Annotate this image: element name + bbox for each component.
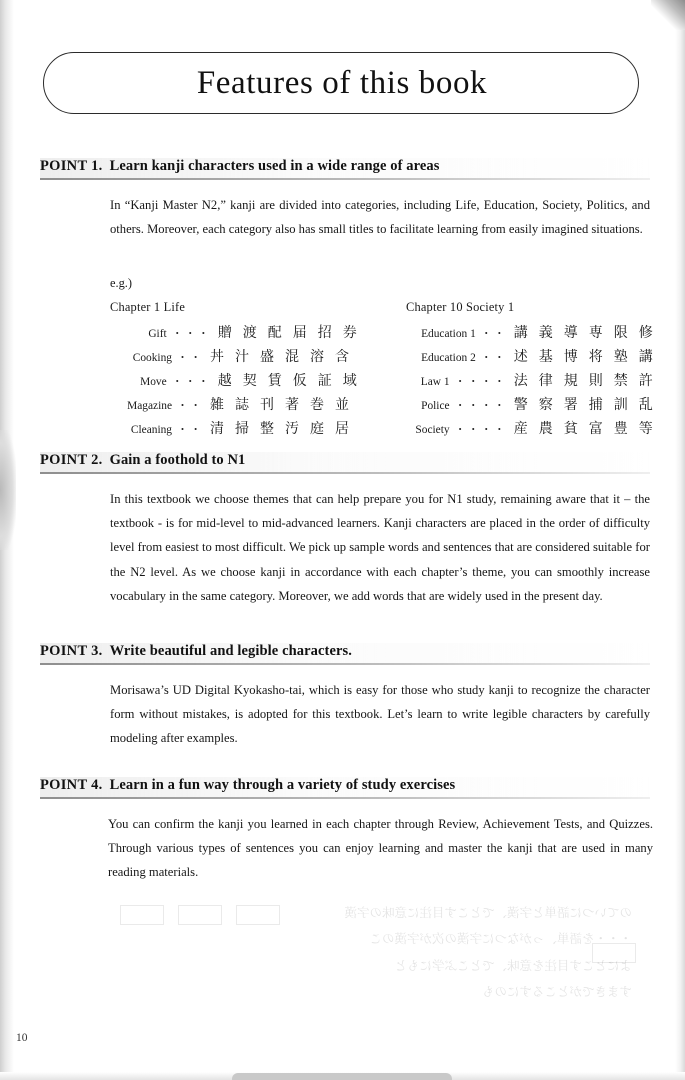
example-row <box>406 322 654 346</box>
example-category: Police <box>421 400 450 412</box>
kanji-char: 述 <box>513 350 529 365</box>
bleed-box <box>178 905 222 925</box>
kanji-char: 著 <box>284 398 300 413</box>
example-kanji-group <box>513 394 654 414</box>
kanji-char: 貧 <box>563 422 579 437</box>
kanji-char: 居 <box>334 422 350 437</box>
point-1-heading <box>40 158 650 180</box>
example-row <box>110 418 358 442</box>
point-1-body: In “Kanji Master N2,” kanji are divided into categories, including Life, Education, Society, Politics, and others. Moreover, each category also has small titles to facilitate learning from easily imagined situations. <box>110 198 650 237</box>
example-category: Move <box>140 376 167 388</box>
kanji-char: 渡 <box>242 326 258 341</box>
example-dots: ・・・ <box>171 376 211 388</box>
example-dots: ・・・・ <box>454 400 507 412</box>
kanji-char: 豊 <box>613 422 629 437</box>
kanji-char: 導 <box>563 326 579 341</box>
kanji-char: 許 <box>638 374 654 389</box>
kanji-char: 規 <box>563 374 579 389</box>
bleed-box <box>592 943 636 963</box>
point-2-body: In this textbook we choose themes that can help prepare you for N1 study, remaining aware that it – the textbook - is for mid-level to mid-advanced learners. Kanji characters are placed in the order of difficulty level from easiest to most difficult. We pick up sample words and sentences that are considered suitable for the N2 level. As we choose kanji in accordance with each chapter’s theme, you can smoothly increase vocabulary in the same category. Moreover, we add words that are widely used in the present day. <box>110 492 650 603</box>
page-title: Features of this book <box>196 65 488 101</box>
bleed-box <box>120 905 164 925</box>
bleed-box <box>236 905 280 925</box>
point-1-title: Learn kanji characters used in a wide range of areas <box>109 158 440 174</box>
kanji-char: 講 <box>513 326 529 341</box>
kanji-char: 域 <box>342 374 358 389</box>
example-row <box>406 370 654 394</box>
kanji-char: 契 <box>242 374 258 389</box>
kanji-char: 則 <box>588 374 604 389</box>
example-row <box>110 370 358 394</box>
example-dots: ・・ <box>177 352 204 364</box>
kanji-char: 配 <box>267 326 283 341</box>
kanji-char: 盛 <box>259 350 275 365</box>
kanji-char: 農 <box>538 422 554 437</box>
point-4-number: POINT 4. <box>40 777 103 793</box>
point-3-body: Morisawa’s UD Digital Kyokasho-tai, which is easy for those who study kanji to recognize the character form without mistakes, is adopted for this textbook. Let’s learn to write legible characters by carefully modeling after examples. <box>110 683 650 746</box>
kanji-char: 講 <box>638 350 654 365</box>
example-kanji-group <box>513 346 654 366</box>
point-3-heading <box>40 643 650 665</box>
example-category: Education 2 <box>421 352 476 364</box>
kanji-char: 刊 <box>259 398 275 413</box>
point-4-title: Learn in a fun way through a variety of study exercises <box>109 777 456 793</box>
example-column-1-heading: Chapter 1 Life <box>110 300 186 314</box>
example-row <box>110 394 358 418</box>
example-dots: ・・・・ <box>454 424 507 436</box>
kanji-char: 届 <box>292 326 308 341</box>
example-category: Magazine <box>127 400 172 412</box>
example-kanji-group <box>217 370 358 390</box>
kanji-char: 基 <box>538 350 554 365</box>
kanji-char: 仮 <box>292 374 308 389</box>
example-dots: ・・ <box>480 352 507 364</box>
example-kanji-group <box>217 322 358 342</box>
kanji-char: 専 <box>588 326 604 341</box>
kanji-char: 整 <box>259 422 275 437</box>
point-3-title: Write beautiful and legible characters. <box>109 643 353 659</box>
example-dots: ・・・・ <box>454 376 507 388</box>
point-4-body: You can confirm the kanji you learned in each chapter through Review, Achievement Tests, and Quizzes. Through various types of sentences you can enjoy learning and master the kanji that are used in many reading materials. <box>108 817 653 880</box>
kanji-char: 警 <box>513 398 529 413</box>
bleed-line: よにとこす目注を意味、でとこぶ学にもと <box>394 958 632 973</box>
kanji-char: 訓 <box>613 398 629 413</box>
kanji-char: 贈 <box>217 326 233 341</box>
example-category: Gift <box>148 328 167 340</box>
example-kanji-group <box>209 394 350 414</box>
kanji-char: 庭 <box>309 422 325 437</box>
example-row <box>406 394 654 418</box>
example-category: Society <box>415 424 450 436</box>
page-number: 10 <box>16 1032 28 1044</box>
bleed-line: のていつに語単と字漢、でとこす目注に意味の字漢 <box>344 906 632 920</box>
example-category: Law 1 <box>420 376 450 388</box>
example-kanji-group <box>513 418 654 438</box>
kanji-char: 混 <box>284 350 300 365</box>
example-column-2-heading: Chapter 10 Society 1 <box>406 300 515 314</box>
example-row <box>110 322 358 346</box>
kanji-char: 清 <box>209 422 225 437</box>
kanji-char: 巻 <box>309 398 325 413</box>
kanji-char: 賃 <box>267 374 283 389</box>
kanji-char: 律 <box>538 374 554 389</box>
example-kanji-group <box>209 418 350 438</box>
kanji-char: 丼 <box>209 350 225 365</box>
kanji-char: 越 <box>217 374 233 389</box>
point-4-heading <box>40 777 650 799</box>
point-3-number: POINT 3. <box>40 643 103 659</box>
kanji-char: 招 <box>317 326 333 341</box>
kanji-char: 将 <box>588 350 604 365</box>
point-2-title: Gain a foothold to N1 <box>109 452 246 468</box>
point-2-number: POINT 2. <box>40 452 103 468</box>
point-4 <box>40 777 653 885</box>
kanji-char: 富 <box>588 422 604 437</box>
page-title-banner <box>43 52 639 114</box>
kanji-char: 雑 <box>209 398 225 413</box>
kanji-char: 法 <box>513 374 529 389</box>
point-3 <box>40 643 650 751</box>
kanji-char: 溶 <box>309 350 325 365</box>
point-2-heading <box>40 452 650 474</box>
example-column-2 <box>406 300 654 442</box>
example-kanji-group <box>513 322 654 342</box>
example-dots: ・・ <box>177 424 204 436</box>
example-category: Cooking <box>132 352 172 364</box>
kanji-char: 禁 <box>613 374 629 389</box>
bleed-line: すまきでがとこるすにのも <box>481 984 632 999</box>
example-row <box>406 346 654 370</box>
kanji-char: 汚 <box>284 422 300 437</box>
kanji-char: 産 <box>513 422 529 437</box>
point-2 <box>40 452 650 608</box>
kanji-char: 掃 <box>234 422 250 437</box>
kanji-char: 捕 <box>588 398 604 413</box>
kanji-char: 察 <box>538 398 554 413</box>
example-kanji-group <box>209 346 350 366</box>
kanji-char: 含 <box>334 350 350 365</box>
kanji-char: 塾 <box>613 350 629 365</box>
example-category: Cleaning <box>130 424 172 436</box>
example-category: Education 1 <box>421 328 476 340</box>
point-1-number: POINT 1. <box>40 158 103 174</box>
example-dots: ・・ <box>177 400 204 412</box>
example-row <box>406 418 654 442</box>
kanji-char: 証 <box>317 374 333 389</box>
kanji-char: 修 <box>638 326 654 341</box>
kanji-char: 博 <box>563 350 579 365</box>
example-block <box>110 276 655 442</box>
example-column-1 <box>110 300 358 442</box>
example-kanji-group <box>513 370 654 390</box>
kanji-char: 義 <box>538 326 554 341</box>
kanji-char: 並 <box>334 398 350 413</box>
example-label: e.g.) <box>110 276 133 290</box>
kanji-char: 誌 <box>234 398 250 413</box>
kanji-char: 乱 <box>638 398 654 413</box>
point-1 <box>40 158 650 241</box>
kanji-char: 等 <box>638 422 654 437</box>
bleed-line: ・・・を語単、っがなつに字漢の次が字漢のこ <box>369 932 632 947</box>
kanji-char: 汁 <box>234 350 250 365</box>
kanji-char: 券 <box>342 326 358 341</box>
example-dots: ・・ <box>480 328 507 340</box>
kanji-char: 限 <box>613 326 629 341</box>
kanji-char: 署 <box>563 398 579 413</box>
example-dots: ・・・ <box>171 328 211 340</box>
example-row <box>110 346 358 370</box>
